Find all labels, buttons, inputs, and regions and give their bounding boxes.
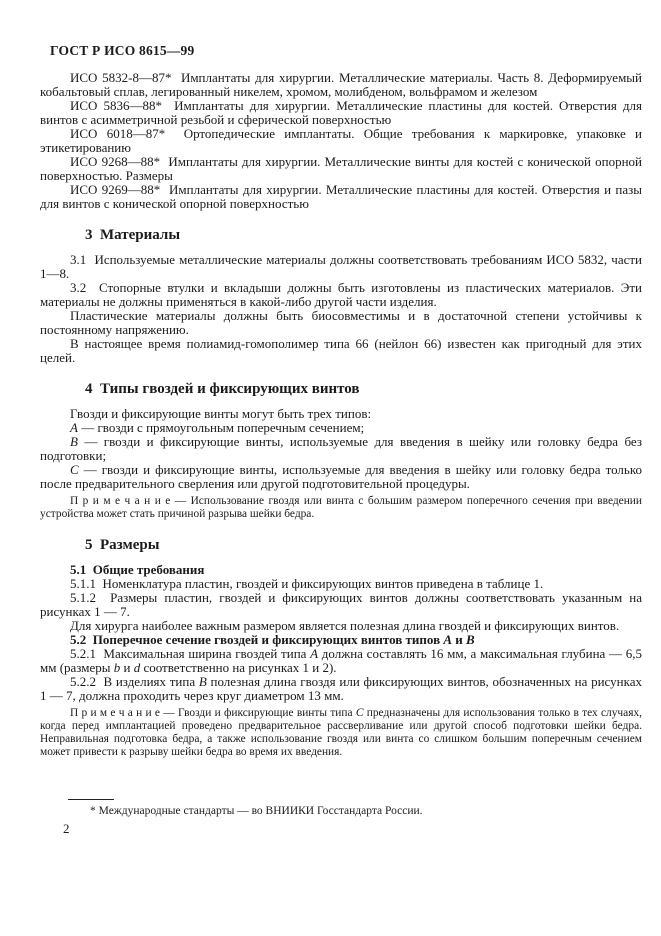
section-materials xyxy=(40,226,646,365)
references-list xyxy=(40,70,646,211)
reference-item: ИСО 5832-8—87* Имплантаты для хирургии. Металлические материалы. Часть 8. Деформируемый кобальтовый сплав, легированный никелем, хромом, молибденом, вольфрамом и железом xyxy=(40,70,646,99)
type-item-a: A — гвозди с прямоугольным поперечным сечением; xyxy=(70,420,365,435)
reference-item: ИСО 9268—88* Имплантаты для хирургии. Металлические винты для костей с конической опорной поверхностью. Размеры xyxy=(40,154,646,183)
section-heading-types: 4 Типы гвоздей и фиксирующих винтов xyxy=(85,381,360,397)
clause-paragraph: 5.1.2 Размеры пластин, гвоздей и фиксирующих винтов должны соответствовать указанным на рисунках 1 — 7. xyxy=(40,590,646,619)
subsection-heading-cross-section: 5.2 Поперечное сечение гвоздей и фиксирующих винтов типов A и B xyxy=(70,632,475,647)
clause-paragraph: 5.2.2 В изделиях типа B полезная длина гвоздя или фиксирующих винтов, обозначенных на рисунках 1 — 7, должна проходить через круг диаметром 13 мм. xyxy=(40,674,646,703)
section-heading-materials: 3 Материалы xyxy=(85,227,181,243)
type-item-b: B — гвозди и фиксирующие винты, используемые для введения в шейку или головку бедра без подготовки; xyxy=(40,434,646,463)
clause-paragraph: 5.1.1 Номенклатура пластин, гвоздей и фиксирующих винтов приведена в таблице 1. xyxy=(70,576,544,591)
note-paragraph: П р и м е ч а н и е — Гвозди и фиксирующие винты типа C предназначены для использования только в тех случаях, когда перед имплантацией проведено предварительное рассверливание или другой способ подготовки шейки бедра. Неправильная подготовка бедра, а также использование гвоздя или винта со слишком большим поперечным сечением может привести к разрыву шейки бедра во время их введения. xyxy=(40,707,645,758)
section-dimensions xyxy=(40,536,646,759)
subsection-heading-general: 5.1 Общие требования xyxy=(70,562,205,577)
clause-paragraph: 5.2.1 Максимальная ширина гвоздей типа A должна составлять 16 мм, а максимальная глубина — 6,5 мм (размеры b и d соответственно на рисунках 1 и 2). xyxy=(40,646,646,675)
section-heading-dimensions: 5 Размеры xyxy=(85,537,160,553)
clause-paragraph: 3.1 Используемые металлические материалы должны соответствовать требованиям ИСО 5832, части 1—8. xyxy=(40,252,646,281)
page-number: 2 xyxy=(63,821,70,836)
document-body xyxy=(40,70,646,759)
clause-paragraph: Гвозди и фиксирующие винты могут быть трех типов: xyxy=(70,406,372,421)
clause-paragraph: Пластические материалы должны быть биосовместимы и в достаточной степени устойчивы к постоянному напряжению. xyxy=(40,308,646,337)
note-paragraph: П р и м е ч а н и е — Использование гвоздя или винта с большим размером поперечного сечения при введении устройства может стать причиной разрыва шейки бедра. xyxy=(40,495,645,520)
footnote-rule xyxy=(68,799,114,800)
footnote: * Международные стандарты — во ВНИИКИ Госстандарта России. xyxy=(90,805,423,817)
section-types xyxy=(40,380,646,521)
reference-item: ИСО 9269—88* Имплантаты для хирургии. Металлические пластины для костей. Отверстия и пазы для винтов с конической опорной поверхностью xyxy=(40,182,646,211)
running-header-doc-code: ГОСТ Р ИСО 8615—99 xyxy=(50,43,195,58)
clause-paragraph: 3.2 Стопорные втулки и вкладыши должны быть изготовлены из пластических материалов. Эти материалы не должны применяться в какой-либо другой части изделия. xyxy=(40,280,646,309)
reference-item: ИСО 6018—87* Ортопедические имплантаты. Общие требования к маркировке, упаковке и этикетированию xyxy=(40,126,646,155)
reference-item: ИСО 5836—88* Имплантаты для хирургии. Металлические пластины для костей. Отверстия для винтов с асимметричной резьбой и сферической поверхностью xyxy=(40,98,646,127)
clause-paragraph: Для хирурга наиболее важным размером является полезная длина гвоздей и фиксирующих винтов. xyxy=(70,618,620,633)
clause-paragraph: В настоящее время полиамид-гомополимер типа 66 (нейлон 66) известен как пригодный для этих целей. xyxy=(40,336,646,365)
type-item-c: C — гвозди и фиксирующие винты, используемые для введения в шейку или головку бедра только после предварительного сверления или другой подготовительной процедуры. xyxy=(40,462,646,491)
